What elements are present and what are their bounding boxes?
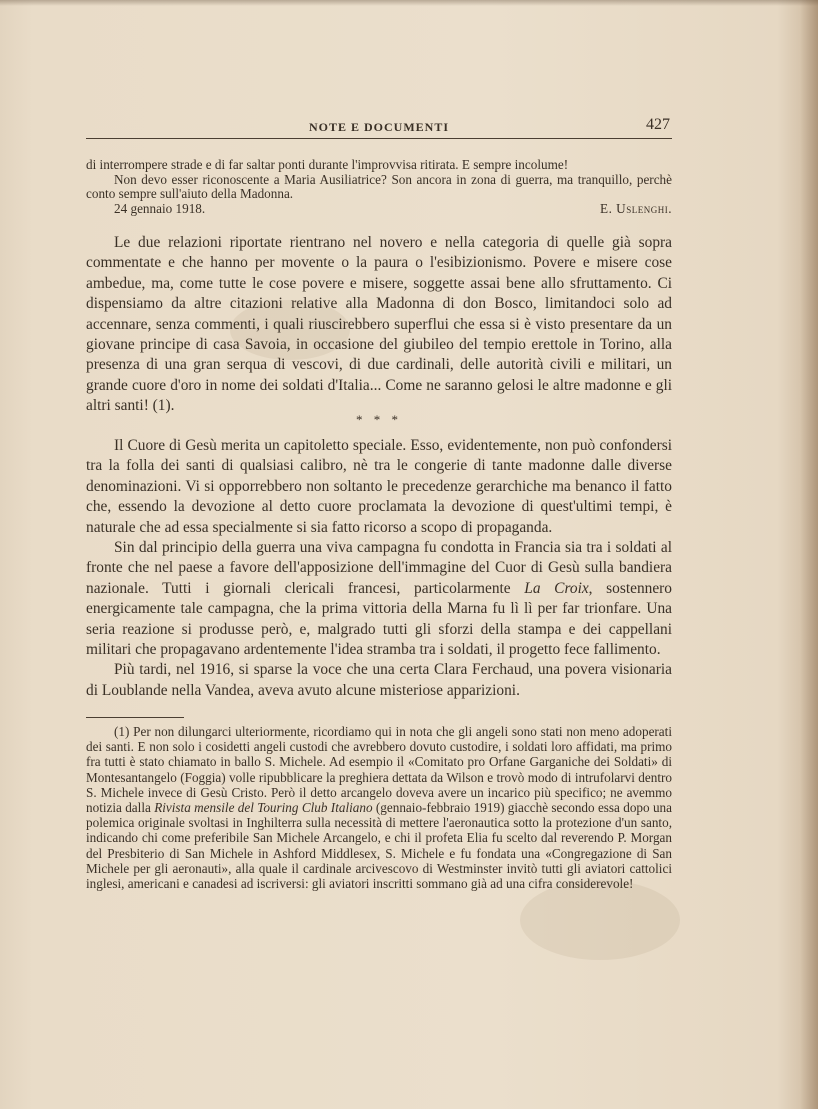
magazine-title: Rivista mensile del Touring Club Italiano xyxy=(154,800,373,816)
letter-date: 24 gennaio 1918. xyxy=(114,200,206,216)
sacred-heart-section xyxy=(86,436,672,701)
body-paragraph: Le due relazioni riportate rientrano nel novero e nella categoria di quelle già sopra commentate e che hanno per movente o la paura o l'esibizionismo. Povere e misere cose ambedue, ma, come tutte le cose povere e misere, soggette assai bene allo sfruttamento. Ci dispensiamo da altre citazioni relative alla Madonna di don Bosco, limitandoci solo ad accennare, senza commenti, i quali riuscirebbero superflui che essa si è visto presentare da un giovane principe di casa Savoia, in occasione del giubileo del tempio erettole in Torino, alla presenza di una gran serqua di vescovi, di due cardinali, delle autorità civili e militari, un grande cuore d'oro in nome dei soldati d'Italia... Come ne saranno gelosi le altre madonne e gli altri santi! (1). xyxy=(86,234,672,415)
letter-signature: E. Uslenghi. xyxy=(600,200,672,216)
letter-ending xyxy=(86,158,672,216)
newspaper-title: La Croix xyxy=(524,579,589,597)
body-paragraph xyxy=(86,538,672,660)
letter-signoff xyxy=(86,202,672,217)
footnote-text xyxy=(86,724,672,891)
paragraph-text: , sostennero energicamente tale campagna, che la prima vittoria della Marna fu lì lì per far trionfare. Una seria reazione si produsse però, e, malgrado tutti gli sforzi della stampa e dei cappellani militari che propagavano ardentemente l'idea stramba tra i soldati, il progetto fece fallimento. xyxy=(86,579,672,659)
footnote-rule xyxy=(86,717,184,718)
footnote xyxy=(86,724,672,891)
page-top-edge xyxy=(0,0,818,6)
commentary-paragraph-block xyxy=(86,233,672,417)
paragraph-text: Il Cuore di Gesù merita un capitoletto speciale. Esso, evidentemente, non può confondersi tra la folla dei santi di qualsiasi calibro, nè tra le congerie di tante madonne dalle diverse denominazioni. Vi si opporrebbero non soltanto le precedenze gerarchiche ma benanco il fatto che, essendo la devozione al detto cuore proclamata la devozione di quest'ultimi tempi, è naturale che ad essa specialmente si sia fatto ricorso a scopo di propaganda. xyxy=(86,437,672,536)
page-edge-shadow xyxy=(800,0,818,1109)
body-paragraph xyxy=(86,436,672,538)
paragraph-text: Sin dal principio della guerra una viva campagna fu condotta in Francia sia tra i soldati al fronte che nel paese a favore dell'apposizione dell'immagine del Cuor di Gesù sulla bandiera nazionale. Tutti i giornali clericali francesi, particolarmente xyxy=(86,539,672,597)
section-separator: * * * xyxy=(356,412,402,427)
page-number: 427 xyxy=(646,116,670,133)
letter-line: di interrompere strade e di far saltar ponti durante l'improvvisa ritirata. E sempre incolume! xyxy=(86,157,569,172)
paper-stain xyxy=(520,880,680,960)
body-paragraph xyxy=(86,660,672,701)
running-header xyxy=(86,116,672,139)
running-title: NOTE E DOCUMENTI xyxy=(308,120,449,134)
footnote-text-part: (1) Per non dilungarci ulteriormente, ricordiamo qui in nota che gli angeli sono stati non meno adoperati dei santi. E non solo i cosidetti angeli custodi che avrebbero dovuto custodire, i soldati loro affidati, ma primo fra tutti è stato chiamato in ballo S. Michele. Ad esempio il «Comitato pro Orfane Garganiche dei Soldati» di Montesantangelo (Foggia) volle ripubblicare la preghiera dettata da Wilson e trovò modo di intrufolarvi dentro S. Michele invece di Gesù Cristo. Però il detto arcangelo doveva avere un incarico più specifico; ne avemmo notizia dalla xyxy=(86,724,672,816)
letter-line: Non devo esser riconoscente a Maria Ausiliatrice? Son ancora in zona di guerra, ma tranquillo, perchè conto sempre sull'aiuto della Madonna. xyxy=(86,171,672,202)
footnote-text-part: (gennaio-febbraio 1919) giacchè secondo essa dopo una polemica originale svoltasi in Inghilterra sulla necessità di mettere l'aeronautica sotto la protezione d'un santo, indicando chi come preferibile San Michele Arcangelo, e chi il profeta Elia fu scelto dal reverendo P. Morgan del Presbiterio di San Michele in Ashford Middlesex, S. Michele e fu fondata una «Congregazione di San Michele per gli aeronauti», alla quale il cardinale arcivescovo di Westminster invitò tutti gli aviatori cattolici inglesi, americani e canadesi ad iscriversi: gli aviatori inscritti sommano già ad una cifra considerevole! xyxy=(86,800,672,892)
paragraph-text: Più tardi, nel 1916, si sparse la voce che una certa Clara Ferchaud, una povera visionaria di Loublande nella Vandea, aveva avuto alcune misteriose apparizioni. xyxy=(86,661,672,699)
